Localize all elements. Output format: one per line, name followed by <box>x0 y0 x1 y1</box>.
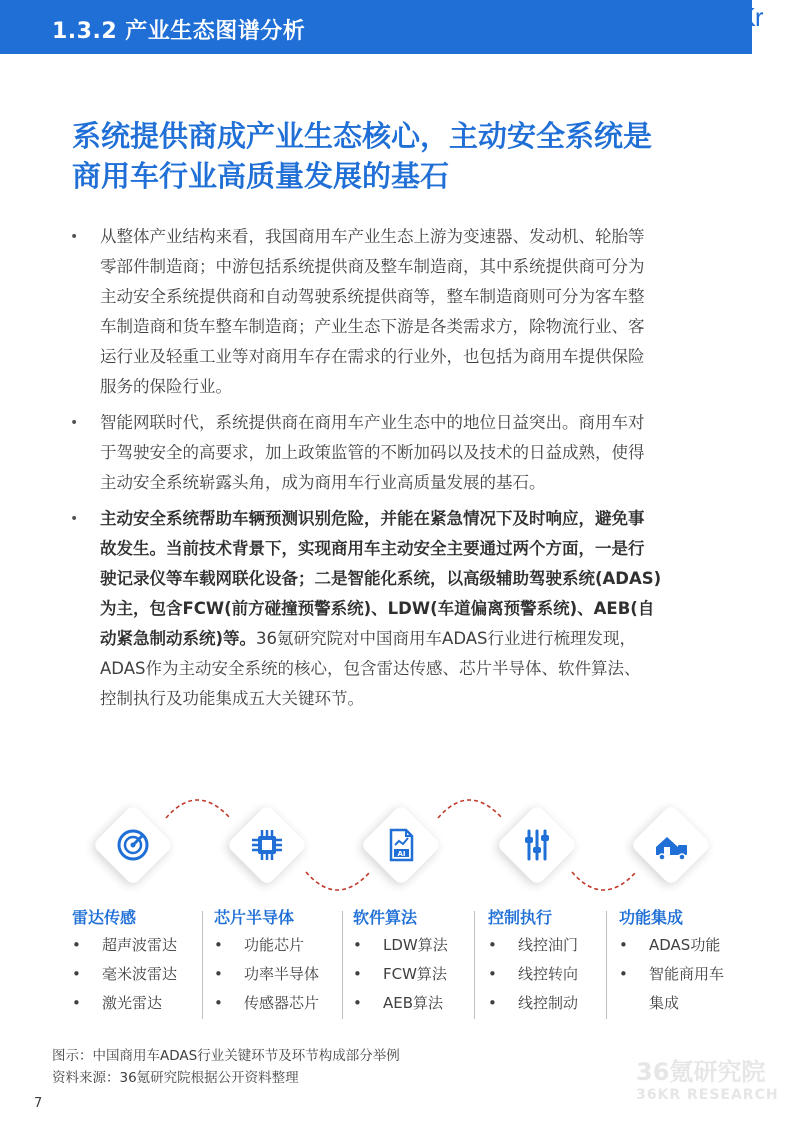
section-title: 1.3.2 产业生态图谱分析 <box>52 19 306 44</box>
column-title: 软件算法 <box>353 908 418 927</box>
bullet-dot: • <box>214 994 223 1012</box>
column-divider <box>202 911 203 1019</box>
bullet-item-1 <box>70 222 740 402</box>
arc-connector-top <box>438 800 502 818</box>
text-line: 控制执行及功能集成五大关键环节。 <box>100 689 364 708</box>
text-line: 车制造商和货车整车制造商；产业生态下游是各类需求方，除物流行业、客 <box>100 317 645 336</box>
column-divider <box>606 911 607 1019</box>
bullet-dot: • <box>72 994 81 1012</box>
bold-text-line: 为主，包含FCW(前方碰撞预警系统)、LDW(车道偏离预警系统)、AEB(自 <box>100 599 655 618</box>
column-item: • LDW算法 <box>353 931 483 960</box>
bullet-dot: • <box>72 936 81 954</box>
column-title: 功能集成 <box>619 908 684 927</box>
column-item: • 功能芯片 <box>214 931 344 960</box>
text-line: 主动安全系统崭露头角，成为商用车行业高质量发展的基石。 <box>100 473 546 492</box>
text-line: ADAS作为主动安全系统的核心，包含雷达传感、芯片半导体、软件算法、 <box>100 659 641 678</box>
column-divider <box>342 911 343 1019</box>
watermark-line-2: 36KR RESEARCH <box>636 1087 779 1103</box>
column-divider <box>474 911 475 1019</box>
caption-figure: 图示：中国商用车ADAS行业关键环节及环节构成部分举例 <box>52 1048 400 1064</box>
svg-text:AI: AI <box>397 850 406 858</box>
text-segment: 36氪研究院对中国商用车ADAS行业进行梳理发现， <box>256 629 637 648</box>
bullet-item-3 <box>70 504 740 714</box>
figure-caption <box>52 1045 400 1089</box>
column-item: 集成 <box>649 994 680 1012</box>
column-item: • 毫米波雷达 <box>72 960 202 989</box>
column-item: • 传感器芯片 <box>214 989 344 1018</box>
text-line: 零部件制造商；中游包括系统提供商及整车制造商，其中系统提供商可分为 <box>100 257 645 276</box>
ai-document-icon <box>381 825 421 865</box>
brand-logo: $36^{Kr}$ <box>696 2 763 49</box>
flow-diagram <box>60 790 750 910</box>
vehicle-home-icon <box>651 825 691 865</box>
page-title-line-2: 商用车行业高质量发展的基石 <box>72 159 450 193</box>
column-item: • 智能商用车 <box>619 960 749 989</box>
watermark <box>636 1058 779 1104</box>
column-item: • 线控制动 <box>488 989 618 1018</box>
page-title-line-1: 系统提供商成产业生态核心，主动安全系统是 <box>72 119 653 153</box>
text-line: 智能网联时代，系统提供商在商用车产业生态中的地位日益突出。商用车对 <box>100 413 645 432</box>
column-item: • AEB算法 <box>353 989 483 1018</box>
column-item: • FCW算法 <box>353 960 483 989</box>
column-title: 芯片半导体 <box>214 908 295 927</box>
column-title: 雷达传感 <box>72 908 137 927</box>
bullet-dot: • <box>214 965 223 983</box>
arc-connector-bottom <box>572 872 636 890</box>
bullet-dot: • <box>70 229 79 245</box>
text-line: 于驾驶安全的高要求，加上政策监管的不断加码以及技术的日益成熟，使得 <box>100 443 645 462</box>
bullet-dot: • <box>214 936 223 954</box>
page-title <box>72 116 752 196</box>
text-line: 从整体产业结构来看，我国商用车产业生态上游为变速器、发动机、轮胎等 <box>100 227 645 246</box>
bullet-dot: • <box>488 936 497 954</box>
bold-text-segment: 动紧急制动系统)等。 <box>100 629 257 648</box>
bullet-dot: • <box>619 965 628 983</box>
column-chip <box>214 905 344 1023</box>
arc-connector-top <box>166 800 230 818</box>
mixed-text-line <box>100 624 740 654</box>
bold-text-line: 驶记录仪等车载网联化设备；二是智能化系统，以高级辅助驾驶系统(ADAS) <box>100 569 662 588</box>
caption-source: 资料来源：36氪研究院根据公开资料整理 <box>52 1070 299 1086</box>
column-item: • ADAS功能 <box>619 931 749 960</box>
text-line: 运行业及轻重工业等对商用车存在需求的行业外，也包括为商用车提供保险 <box>100 347 645 366</box>
bullet-dot: • <box>488 994 497 1012</box>
column-item: • 激光雷达 <box>72 989 202 1018</box>
page-number: 7 <box>34 1096 43 1111</box>
text-line: 主动安全系统提供商和自动驾驶系统提供商等，整车制造商则可分为客车整 <box>100 287 645 306</box>
chip-icon <box>247 825 287 865</box>
column-integration <box>619 905 749 1023</box>
bold-text-line: 主动安全系统帮助车辆预测识别危险，并能在紧急情况下及时响应，避免事 <box>100 509 645 528</box>
control-sliders-icon <box>517 825 557 865</box>
column-control <box>488 905 618 1023</box>
column-radar <box>72 905 202 1023</box>
bullet-dot: • <box>619 936 628 954</box>
column-item: • 线控油门 <box>488 931 618 960</box>
bullet-dot: • <box>353 965 362 983</box>
column-title: 控制执行 <box>488 908 553 927</box>
bullet-dot: • <box>72 965 81 983</box>
column-item: • 功率半导体 <box>214 960 344 989</box>
column-item: • 线控转向 <box>488 960 618 989</box>
radar-icon <box>113 825 153 865</box>
bullet-dot: • <box>353 936 362 954</box>
text-line: 服务的保险行业。 <box>100 377 232 396</box>
component-columns <box>62 905 752 1030</box>
header-bar <box>0 0 752 54</box>
arc-connector-bottom <box>306 872 370 890</box>
bold-text-line: 故发生。当前技术背景下，实现商用车主动安全主要通过两个方面，一是行 <box>100 539 645 558</box>
column-software <box>353 905 483 1023</box>
bullet-dot: • <box>488 965 497 983</box>
column-item: • 超声波雷达 <box>72 931 202 960</box>
bullet-dot: • <box>70 415 79 431</box>
bullet-dot: • <box>353 994 362 1012</box>
bullet-item-2 <box>70 408 740 498</box>
bullet-dot: • <box>70 511 79 527</box>
watermark-line-1: 36氪研究院 <box>636 1058 766 1086</box>
bullet-list <box>70 222 740 720</box>
